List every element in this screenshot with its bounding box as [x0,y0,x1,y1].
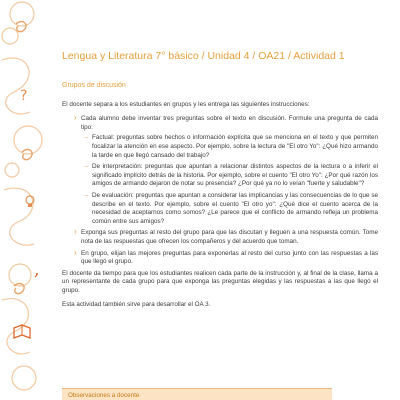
question-types-list [85,134,378,226]
intro-paragraph: El docente separa a los estudiantes en grupos y les entrega las siguientes instrucciones: [62,100,310,108]
closing-paragraph: El docente da tiempo para que los estudiantes realicen cada parte de la instrucción y, al final de la clase, llama a un representante de cada grupo para que exponga las preguntas elegidas y las respuestas a las que llegó el grupo. [62,269,378,294]
instruction-item: › Exponga sus preguntas al resto del grupo para que las discutan y lleguen a una respuesta común. Tome nota de las respuestas que ofrecen los compañeros y del acuerdo que toman. [74,229,378,246]
svg-text:?: ? [20,88,28,104]
oa-note: Esta actividad también sirve para desarrollar el OA 3. [62,301,211,309]
question-type-item: – Factual: preguntas sobre hechos o información explícita que se menciona en el texto y que permiten focalizar la atención en ese aspecto. Por ejemplo, sobre la lectura de "El otro Yo": ¿Qué hizo armando la tarde en que llegó cansado del trabajo? [85,134,378,160]
observations-label: Observaciones a docente [68,392,140,399]
section-title: Grupos de discusión [62,82,126,89]
comma-icon [34,259,40,280]
instructions-list [74,115,378,267]
question-mark-icon [20,88,27,104]
page-header-title: Lengua y Literatura 7° básico / Unidad 4 / OA21 / Actividad 1 [62,50,345,62]
instruction-item: › En grupo, elijan las mejores preguntas para exponerlas al resto del curso junto con las respuestas a las que llegó el grupo. [74,250,378,267]
instruction-item [74,115,378,226]
book-icon [14,325,30,338]
observations-box [62,388,332,400]
main-content [62,82,378,316]
instruction-text: Cada alumno debe inventar tres preguntas sobre el texto en discusión. Formule una pregunta de cada tipo: [81,115,378,131]
svg-text:,: , [34,259,40,280]
decorative-swirl-border [0,0,50,400]
question-type-item: – De interpretación: preguntas que apuntan a relacionar distintos aspectos de la lectura o a inferir el significado implícito detrás de la historia. Por ejemplo, sobre el cuento "El otro Yo": ¿Por qué razón los amigos de armando dejaron de notar su presencia? ¿Por qué ya no lo veían "fuerte y saludable"? [85,163,378,189]
question-type-item: – De evaluación: preguntas que apuntan a considerar las implicancias y las consecuencias de lo que se describe en el texto. Por ejemplo, sobre el cuento "El otro yo": ¿Qué dice el cuento acerca de la necesidad de aceptarnos como somos? ¿Le parece que el conflicto de armando refleja un problema común entre sus amigos? [85,192,378,226]
